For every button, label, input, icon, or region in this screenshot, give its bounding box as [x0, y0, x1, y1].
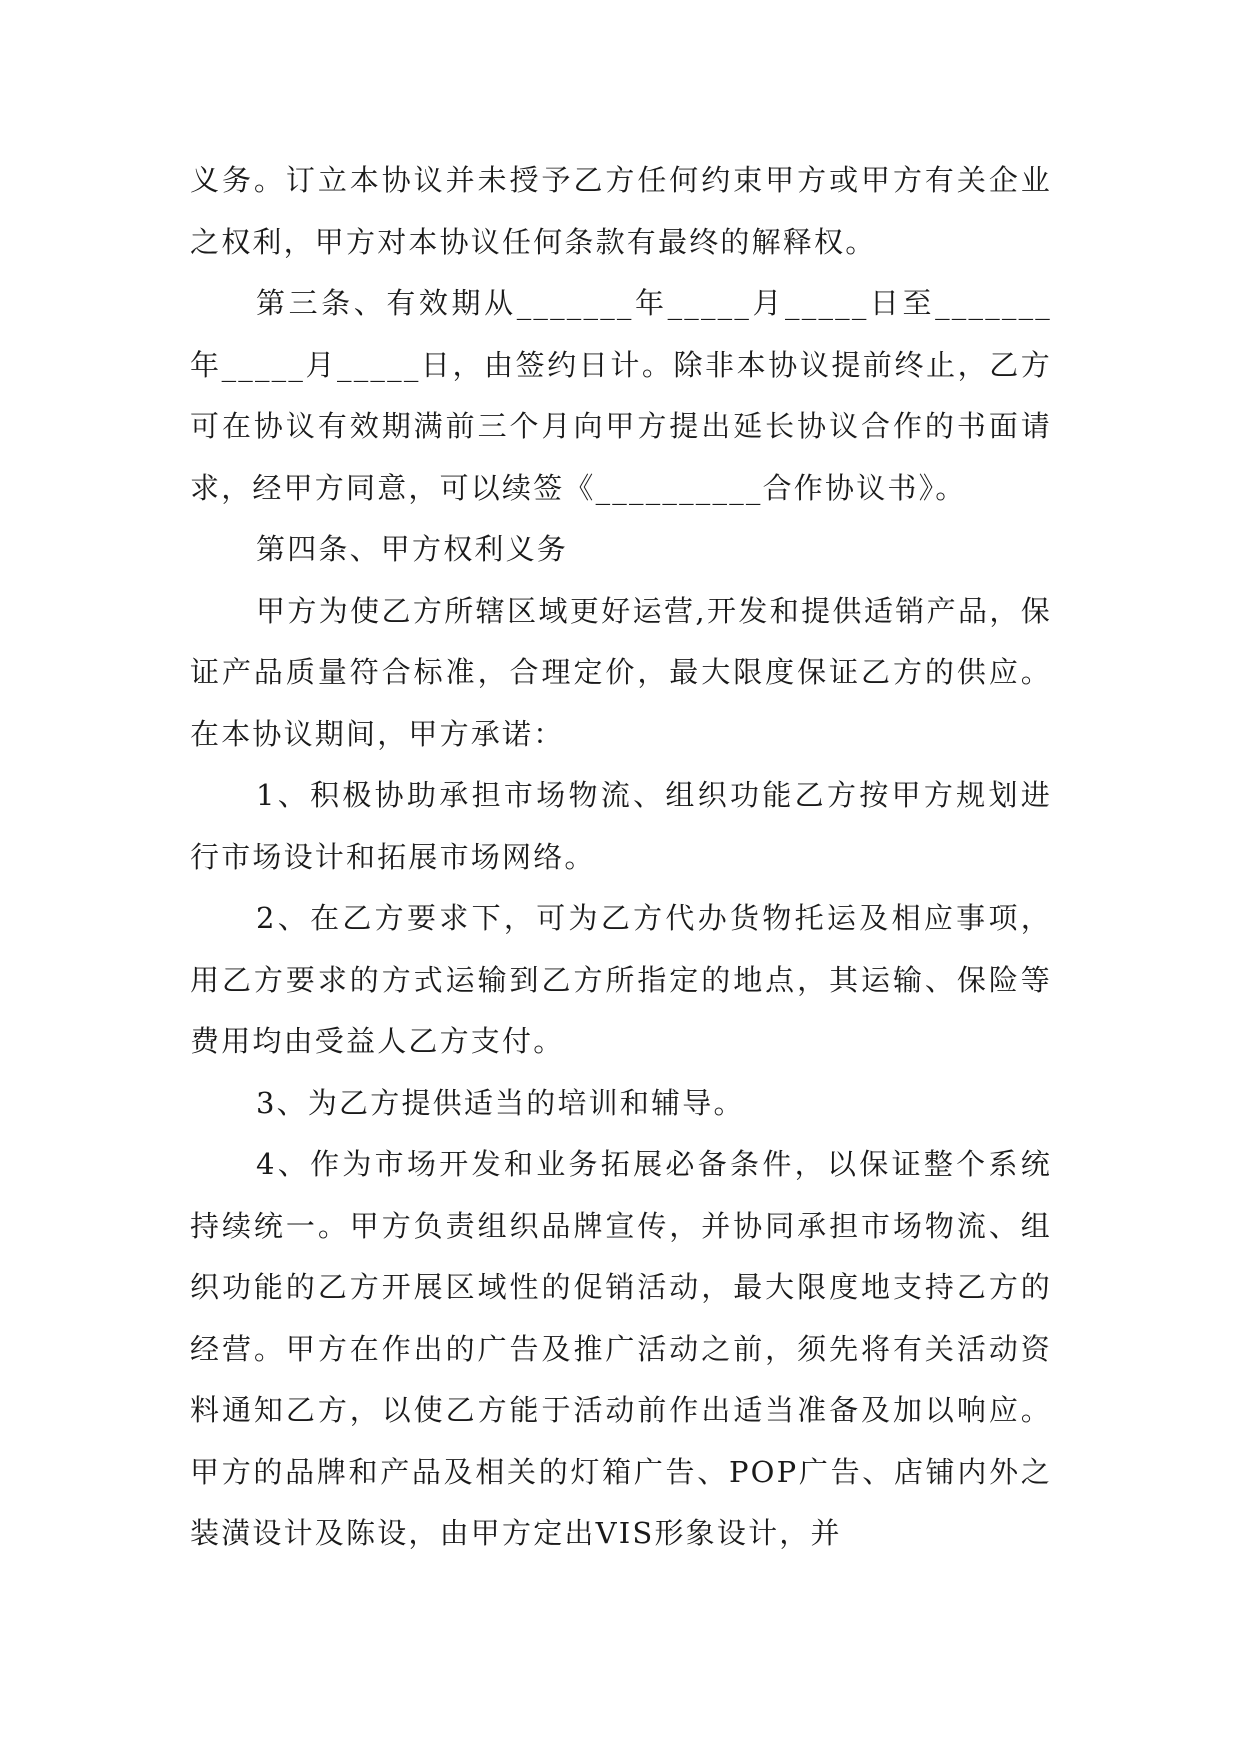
- paragraph-party-a-commitment: 甲方为使乙方所辖区域更好运营,开发和提供适销产品，保证产品质量符合标准，合理定价，最大限度保证乙方的供应。在本协议期间，甲方承诺：: [190, 593, 1052, 751]
- list-item-4: 4、作为市场开发和业务拓展必备条件，以保证整个系统持续统一。甲方负责组织品牌宣传，并协同承担市场物流、组织功能的乙方开展区域性的促销活动，最大限度地支持乙方的经营。甲方在作出的广告及推广活动之前，须先将有关活动资料通知乙方，以使乙方能于活动前作出适当准备及加以响应。甲方的品牌和产品及相关的灯箱广告、POP广告、店铺内外之装潢设计及陈设，由甲方定出VIS形象设计，并: [190, 1147, 1052, 1550]
- paragraph-continuation: 义务。订立本协议并未授予乙方任何约束甲方或甲方有关企业之权利，甲方对本协议任何条款有最终的解释权。: [190, 163, 1052, 259]
- list-item-1: 1、积极协助承担市场物流、组织功能乙方按甲方规划进行市场设计和拓展市场网络。: [190, 778, 1052, 874]
- list-item-3: 3、为乙方提供适当的培训和辅导。: [256, 1085, 745, 1120]
- paragraph-article-3-validity: 第三条、有效期从_______年_____月_____日至_______年_____月_____日，由签约日计。除非本协议提前终止，乙方可在协议有效期满前三个月向甲方提出延长协议合作的书面请求，经甲方同意，可以续签《__________合作协议书》。: [190, 286, 1052, 505]
- document-page: [190, 150, 1052, 1565]
- heading-article-4: 第四条、甲方权利义务: [256, 532, 569, 566]
- list-item-2: 2、在乙方要求下，可为乙方代办货物托运及相应事项，用乙方要求的方式运输到乙方所指定的地点，其运输、保险等费用均由受益人乙方支付。: [190, 901, 1052, 1058]
